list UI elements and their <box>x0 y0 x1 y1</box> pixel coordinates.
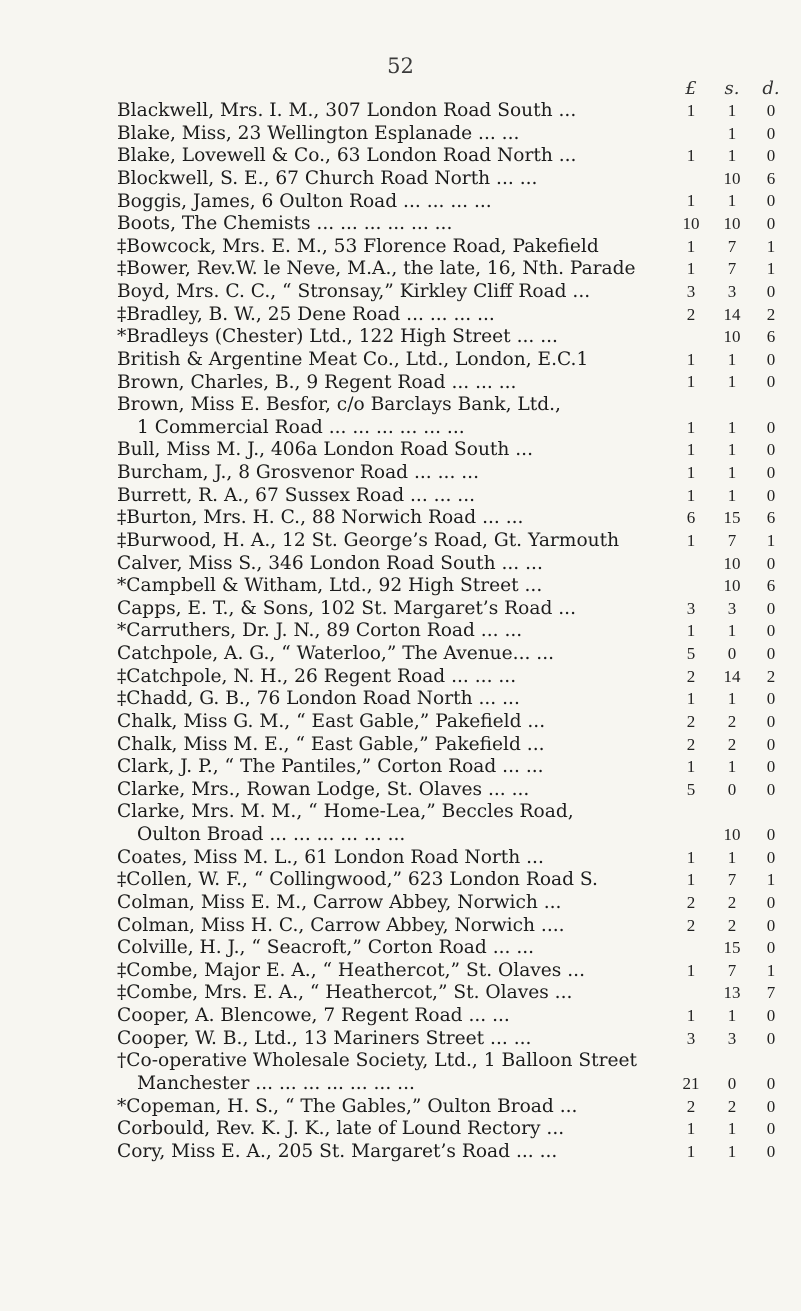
subscriber-name-line: ‡Combe, Mrs. E. A., “ Heathercot,” St. Olaves ... <box>117 982 573 1004</box>
ledger-row <box>0 756 801 779</box>
amount-pence: 0 <box>766 689 776 709</box>
amount-shillings: 1 <box>727 757 737 777</box>
subscriber-name-line: ‡Chadd, G. B., 76 London Road North ... ... <box>117 688 520 710</box>
subscriber-name <box>117 666 717 689</box>
amount-pounds: 1 <box>686 259 696 279</box>
amount-pence: 0 <box>766 1006 776 1026</box>
ledger-row <box>0 598 801 621</box>
subscriber-name-line: *Bradleys (Chester) Ltd., 122 High Street ... ... <box>117 326 558 348</box>
amount-pounds: 1 <box>686 191 696 211</box>
subscriber-name-continuation: 1 Commercial Road ... ... ... ... ... ... <box>137 416 465 438</box>
subscriber-name <box>117 1050 717 1095</box>
subscriber-name-line: Chalk, Miss G. M., “ East Gable,” Pakefield ... <box>117 710 546 732</box>
subscriber-name-line: Colman, Miss H. C., Carrow Abbey, Norwich .... <box>117 914 565 936</box>
subscriber-name-line: Blake, Miss, 23 Wellington Esplanade ... ... <box>117 122 520 144</box>
amount-pence: 0 <box>766 779 776 799</box>
amount-pence: 0 <box>766 847 776 867</box>
subscriber-name <box>117 892 717 915</box>
amount-pounds: 21 <box>682 1074 700 1093</box>
amount-pence: 0 <box>766 644 776 664</box>
amount-shillings: 15 <box>723 938 741 958</box>
amount-shillings: 1 <box>727 372 737 392</box>
subscriber-name <box>117 236 717 259</box>
subscriber-name <box>117 439 717 462</box>
page-number: 52 <box>387 54 414 78</box>
ledger-row <box>0 869 801 892</box>
subscriber-name-line: Brown, Charles, B., 9 Regent Road ... ... ... <box>117 371 517 393</box>
amount-pounds: 5 <box>686 779 696 799</box>
subscriber-name-line: Cooper, W. B., Ltd., 13 Mariners Street ... ... <box>117 1027 532 1049</box>
subscriber-name <box>117 462 717 485</box>
subscriber-name-line: Blockwell, S. E., 67 Church Road North ... ... <box>117 167 538 189</box>
amount-shillings: 7 <box>727 259 737 279</box>
amount-pounds: 1 <box>686 870 696 890</box>
ledger-row <box>0 1028 801 1051</box>
ledger-row <box>0 1005 801 1028</box>
amount-pounds: 1 <box>686 960 696 980</box>
amount-pence: 0 <box>766 123 776 143</box>
subscriber-name <box>117 688 717 711</box>
ledger-row <box>0 304 801 327</box>
subscriber-name <box>117 213 717 236</box>
subscriber-name <box>117 349 717 372</box>
subscriber-name <box>117 1005 717 1028</box>
subscriber-name <box>117 756 717 779</box>
amount-shillings: 1 <box>727 847 737 867</box>
ledger-row <box>0 711 801 734</box>
subscriber-name <box>117 711 717 734</box>
amount-pounds: 1 <box>686 349 696 369</box>
amount-pence: 0 <box>766 281 776 301</box>
subscriber-name <box>117 575 717 598</box>
subscriber-name <box>117 779 717 802</box>
ledger-row <box>0 123 801 146</box>
subscriber-name <box>117 191 717 214</box>
amount-shillings: 3 <box>727 281 737 301</box>
amount-pounds: 1 <box>686 372 696 392</box>
subscriber-name-line: Boggis, James, 6 Oulton Road ... ... ... ... <box>117 190 492 212</box>
subscriber-name <box>117 485 717 508</box>
subscriber-name-line: Colman, Miss E. M., Carrow Abbey, Norwich ... <box>117 891 562 913</box>
ledger-row <box>0 168 801 191</box>
amount-pounds: 5 <box>686 644 696 664</box>
amount-shillings: 7 <box>727 236 737 256</box>
ledger-row <box>0 1118 801 1141</box>
subscriber-name <box>117 982 717 1005</box>
ledger-row <box>0 507 801 530</box>
amount-pence: 0 <box>766 146 776 166</box>
amount-pence: 2 <box>766 304 776 324</box>
amount-pence: 0 <box>766 757 776 777</box>
ledger-row <box>0 372 801 395</box>
amount-pounds: 1 <box>686 621 696 641</box>
subscriber-name <box>117 960 717 983</box>
subscriber-name <box>117 372 717 395</box>
ledger-row <box>0 553 801 576</box>
amount-pence: 6 <box>766 168 776 188</box>
amount-shillings: 2 <box>727 1096 737 1116</box>
subscriber-name <box>117 145 717 168</box>
ledger-row <box>0 734 801 757</box>
subscriber-name <box>117 1141 717 1164</box>
subscriber-name-line: Calver, Miss S., 346 London Road South ... ... <box>117 552 543 574</box>
amount-pence: 0 <box>766 1141 776 1161</box>
amount-pounds: 3 <box>686 598 696 618</box>
amount-pence: 6 <box>766 327 776 347</box>
column-header-pounds: £ <box>685 78 697 99</box>
subscriber-name <box>117 326 717 349</box>
ledger-row <box>0 915 801 938</box>
amount-pence: 6 <box>766 508 776 528</box>
amount-pence: 1 <box>766 960 776 980</box>
subscriber-name-line: *Campbell & Witham, Ltd., 92 High Street ... <box>117 575 543 597</box>
subscriber-name-line: Clarke, Mrs. M. M., “ Home-Lea,” Beccles Road, <box>117 801 574 823</box>
subscriber-name-line: Cory, Miss E. A., 205 St. Margaret’s Road ... ... <box>117 1140 558 1162</box>
amount-shillings: 1 <box>727 417 737 437</box>
subscriber-name-line: Boyd, Mrs. C. C., “ Stronsay,” Kirkley Cliff Road ... <box>117 281 591 302</box>
subscriber-name <box>117 598 717 621</box>
subscriber-name-line: Coates, Miss M. L., 61 London Road North ... <box>117 846 544 868</box>
amount-pence: 0 <box>766 734 776 754</box>
amount-pence: 1 <box>766 236 776 256</box>
subscriber-name <box>117 281 717 304</box>
amount-pounds: 2 <box>686 734 696 754</box>
amount-shillings: 3 <box>727 1028 737 1048</box>
amount-pence: 0 <box>766 621 776 641</box>
amount-shillings: 2 <box>727 915 737 935</box>
amount-shillings: 10 <box>723 576 741 596</box>
amount-shillings: 7 <box>727 960 737 980</box>
amount-pence: 0 <box>766 349 776 369</box>
subscriber-name <box>117 100 717 123</box>
amount-pence: 7 <box>766 983 776 1003</box>
ledger-row <box>0 191 801 214</box>
subscriber-name-line: ‡Combe, Major E. A., “ Heathercot,” St. Olaves ... <box>117 959 585 981</box>
amount-pence: 0 <box>766 938 776 958</box>
amount-shillings: 1 <box>727 349 737 369</box>
ledger-row <box>0 801 801 846</box>
subscriber-name-line: ‡Catchpole, N. H., 26 Regent Road ... ... ... <box>117 665 517 687</box>
amount-shillings: 14 <box>723 304 741 324</box>
ledger-row <box>0 236 801 259</box>
amount-pence: 6 <box>766 576 776 596</box>
subscriber-name <box>117 869 717 892</box>
amount-shillings: 7 <box>727 870 737 890</box>
subscriber-name-continuation: Oulton Broad ... ... ... ... ... ... <box>137 824 406 846</box>
amount-pounds: 1 <box>686 463 696 483</box>
subscriber-name-continuation: Manchester ... ... ... ... ... ... ... <box>137 1072 415 1094</box>
amount-shillings: 0 <box>727 1074 737 1093</box>
amount-pounds: 1 <box>686 1006 696 1026</box>
amount-shillings: 3 <box>727 598 737 618</box>
amount-pounds: 2 <box>686 711 696 731</box>
amount-pence: 0 <box>766 1096 776 1116</box>
amount-shillings: 1 <box>727 463 737 483</box>
amount-pence: 0 <box>766 915 776 935</box>
amount-pence: 0 <box>766 825 776 845</box>
column-header-pence: d. <box>762 78 780 99</box>
subscriber-name-line: Blake, Lovewell & Co., 63 London Road North ... <box>117 145 577 167</box>
subscriber-name <box>117 168 717 191</box>
amount-pounds: 2 <box>686 304 696 324</box>
amount-pounds: 1 <box>686 1141 696 1161</box>
subscriber-name-line: ‡Bowcock, Mrs. E. M., 53 Florence Road, Pakefield <box>117 235 599 257</box>
subscriber-name <box>117 643 717 666</box>
subscriber-name <box>117 1118 717 1141</box>
amount-pounds: 2 <box>686 666 696 686</box>
amount-shillings: 2 <box>727 711 737 731</box>
amount-shillings: 1 <box>727 123 737 143</box>
column-header-shillings: s. <box>724 78 740 99</box>
amount-pence: 0 <box>766 214 776 234</box>
subscriber-name-line: British & Argentine Meat Co., Ltd., London, E.C.1 <box>117 348 589 370</box>
subscriber-name <box>117 847 717 870</box>
subscriber-name <box>117 734 717 757</box>
subscriber-name <box>117 937 717 960</box>
amount-pounds: 2 <box>686 915 696 935</box>
subscriber-name-line: Corbould, Rev. K. J. K., late of Lound Rectory ... <box>117 1118 565 1140</box>
amount-shillings: 1 <box>727 440 737 460</box>
amount-pence: 0 <box>766 100 776 120</box>
subscriber-name-line: *Copeman, H. S., “ The Gables,” Oulton Broad ... <box>117 1095 578 1117</box>
amount-shillings: 1 <box>727 621 737 641</box>
amount-pounds: 1 <box>686 100 696 120</box>
subscriber-name-line: Clark, J. P., “ The Pantiles,” Corton Road ... ... <box>117 756 544 778</box>
amount-shillings: 1 <box>727 1119 737 1139</box>
amount-shillings: 2 <box>727 892 737 912</box>
ledger-row <box>0 530 801 553</box>
amount-shillings: 14 <box>723 666 741 686</box>
ledger-row <box>0 960 801 983</box>
amount-pence: 0 <box>766 440 776 460</box>
amount-shillings: 13 <box>723 983 741 1003</box>
subscriber-name <box>117 553 717 576</box>
amount-pounds: 3 <box>686 1028 696 1048</box>
amount-pounds: 1 <box>686 689 696 709</box>
amount-pounds: 1 <box>686 236 696 256</box>
amount-pence: 1 <box>766 870 776 890</box>
amount-pence: 0 <box>766 1119 776 1139</box>
subscriber-name-line: Bull, Miss M. J., 406a London Road South ... <box>117 439 534 461</box>
ledger-row <box>0 643 801 666</box>
amount-pounds: 1 <box>686 757 696 777</box>
subscriber-name-line: Blackwell, Mrs. I. M., 307 London Road South ... <box>117 100 577 121</box>
subscriber-list <box>0 100 801 1164</box>
amount-pounds: 1 <box>686 417 696 437</box>
amount-shillings: 1 <box>727 1006 737 1026</box>
amount-shillings: 1 <box>727 1141 737 1161</box>
subscriber-name <box>117 801 717 846</box>
amount-pounds: 1 <box>686 1119 696 1139</box>
amount-pence: 0 <box>766 372 776 392</box>
subscriber-name-line: Chalk, Miss M. E., “ East Gable,” Pakefield ... <box>117 733 545 755</box>
amount-pounds: 1 <box>686 146 696 166</box>
amount-shillings: 1 <box>727 689 737 709</box>
subscriber-name-line: Brown, Miss E. Besfor, c/o Barclays Bank, Ltd., <box>117 394 561 416</box>
ledger-row <box>0 575 801 598</box>
amount-shillings: 15 <box>723 508 741 528</box>
subscriber-name <box>117 258 717 281</box>
amount-shillings: 1 <box>727 100 737 120</box>
amount-pence: 0 <box>766 485 776 505</box>
amount-pounds: 1 <box>686 847 696 867</box>
ledger-row <box>0 258 801 281</box>
amount-pence: 2 <box>766 666 776 686</box>
amount-pence: 0 <box>766 892 776 912</box>
ledger-row <box>0 982 801 1005</box>
amount-pence: 0 <box>766 1074 776 1093</box>
ledger-row <box>0 394 801 439</box>
ledger-row <box>0 349 801 372</box>
ledger-row <box>0 145 801 168</box>
amount-shillings: 10 <box>723 825 741 845</box>
subscriber-name-line: †Co-operative Wholesale Society, Ltd., 1 Balloon Street <box>117 1050 637 1072</box>
subscriber-name-line: Clarke, Mrs., Rowan Lodge, St. Olaves ... ... <box>117 778 530 800</box>
ledger-row <box>0 326 801 349</box>
amount-pounds: 2 <box>686 1096 696 1116</box>
ledger-row <box>0 666 801 689</box>
subscriber-name-line: Cooper, A. Blencowe, 7 Regent Road ... ... <box>117 1005 510 1027</box>
subscriber-name <box>117 915 717 938</box>
amount-shillings: 10 <box>723 168 741 188</box>
amount-pence: 0 <box>766 417 776 437</box>
subscriber-name <box>117 507 717 530</box>
amount-shillings: 10 <box>723 327 741 347</box>
amount-shillings: 2 <box>727 734 737 754</box>
amount-pence: 0 <box>766 598 776 618</box>
subscriber-name <box>117 1096 717 1119</box>
ledger-row <box>0 100 801 123</box>
subscriber-name <box>117 530 717 553</box>
subscriber-name <box>117 394 717 439</box>
subscriber-name-line: ‡Bower, Rev.W. le Neve, M.A., the late, 16, Nth. Parade <box>117 258 636 280</box>
amount-pounds: 1 <box>686 440 696 460</box>
amount-shillings: 10 <box>723 214 741 234</box>
ledger-row <box>0 439 801 462</box>
amount-pence: 1 <box>766 530 776 550</box>
ledger-row <box>0 1141 801 1164</box>
ledger-row <box>0 213 801 236</box>
amount-shillings: 0 <box>727 779 737 799</box>
ledger-row <box>0 1096 801 1119</box>
ledger-row <box>0 847 801 870</box>
subscriber-name-line: ‡Bradley, B. W., 25 Dene Road ... ... ... ... <box>117 303 495 325</box>
amount-shillings: 1 <box>727 146 737 166</box>
amount-shillings: 1 <box>727 191 737 211</box>
amount-pounds: 2 <box>686 892 696 912</box>
amount-shillings: 10 <box>723 553 741 573</box>
amount-pounds: 1 <box>686 530 696 550</box>
amount-pence: 0 <box>766 191 776 211</box>
subscriber-name-line: Catchpole, A. G., “ Waterloo,” The Avenue... ... <box>117 643 555 665</box>
amount-shillings: 1 <box>727 485 737 505</box>
subscriber-name-line: Colville, H. J., “ Seacroft,” Corton Road ... ... <box>117 937 535 959</box>
subscriber-name <box>117 1028 717 1051</box>
ledger-row <box>0 892 801 915</box>
ledger-row <box>0 281 801 304</box>
amount-shillings: 0 <box>727 644 737 664</box>
amount-pence: 0 <box>766 463 776 483</box>
amount-pounds: 10 <box>682 214 700 234</box>
subscriber-name-line: ‡Burton, Mrs. H. C., 88 Norwich Road ... ... <box>117 507 524 529</box>
ledger-row <box>0 688 801 711</box>
amount-pounds: 1 <box>686 485 696 505</box>
subscriber-name-line: Capps, E. T., & Sons, 102 St. Margaret’s Road ... <box>117 597 576 619</box>
amount-pence: 0 <box>766 711 776 731</box>
amount-pounds: 6 <box>686 508 696 528</box>
subscriber-name-line: Boots, The Chemists ... ... ... ... ... ... <box>117 213 453 235</box>
subscriber-name-line: ‡Collen, W. F., “ Collingwood,” 623 London Road S. <box>117 869 598 891</box>
amount-pounds: 3 <box>686 281 696 301</box>
subscriber-name-line: Burcham, J., 8 Grosvenor Road ... ... ... <box>117 462 479 484</box>
subscriber-name <box>117 304 717 327</box>
amount-pence: 0 <box>766 553 776 573</box>
subscriber-name <box>117 620 717 643</box>
subscriber-name <box>117 123 717 146</box>
ledger-row <box>0 462 801 485</box>
ledger-row <box>0 485 801 508</box>
amount-shillings: 7 <box>727 530 737 550</box>
subscriber-name-line: Burrett, R. A., 67 Sussex Road ... ... ... <box>117 484 476 506</box>
ledger-row <box>0 620 801 643</box>
ledger-row <box>0 937 801 960</box>
subscriber-name-line: ‡Burwood, H. A., 12 St. George’s Road, Gt. Yarmouth <box>117 529 620 551</box>
subscriber-name-line: *Carruthers, Dr. J. N., 89 Corton Road ... ... <box>117 620 523 642</box>
amount-pence: 0 <box>766 1028 776 1048</box>
ledger-row <box>0 1050 801 1095</box>
amount-pence: 1 <box>766 259 776 279</box>
ledger-row <box>0 779 801 802</box>
